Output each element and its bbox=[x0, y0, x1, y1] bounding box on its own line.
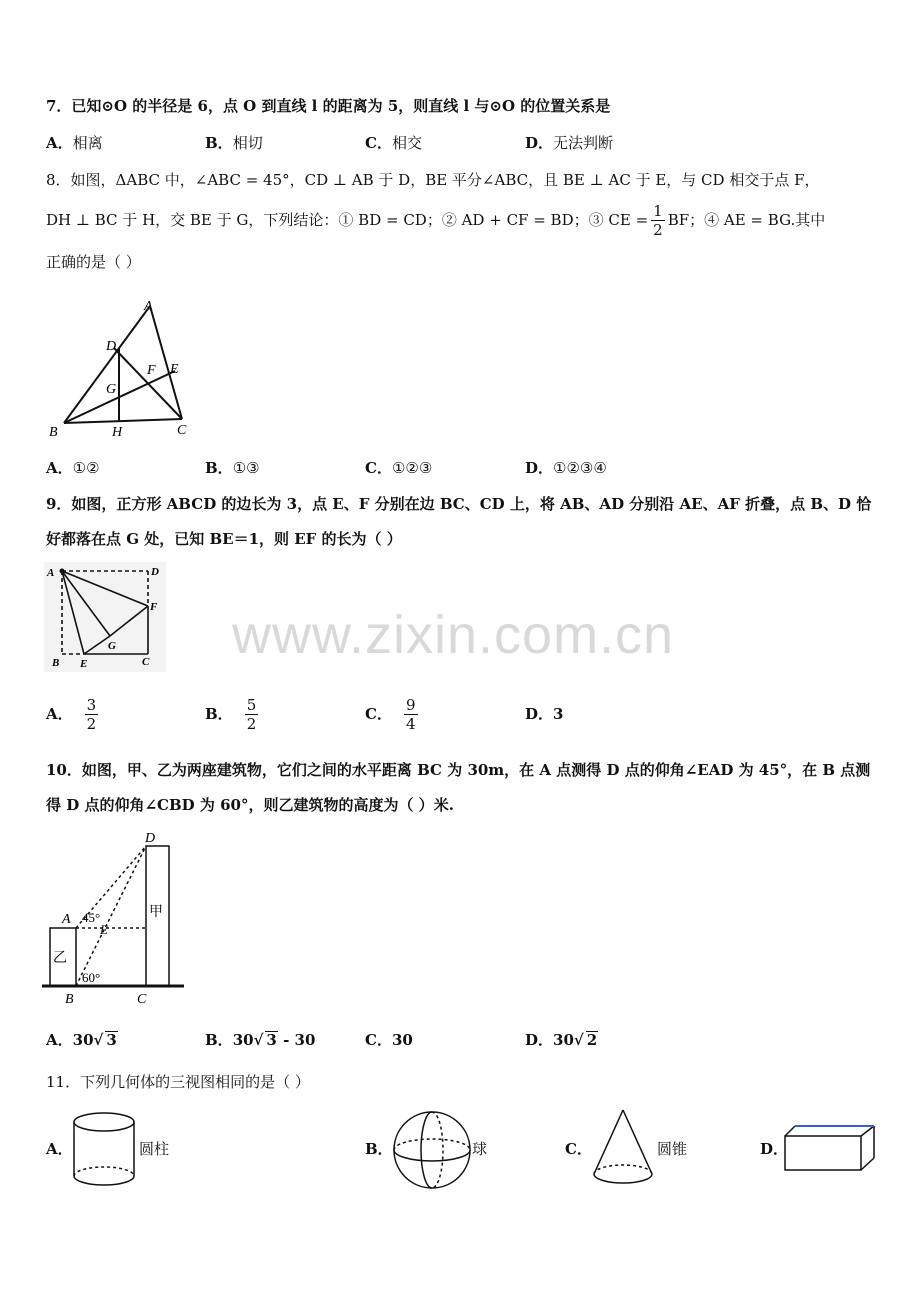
q9-label-g: G bbox=[108, 640, 116, 652]
watermark: www.zixin.com.cn bbox=[232, 605, 675, 665]
q10-option-b[interactable]: B．30√ 3 - 30 bbox=[205, 1031, 316, 1049]
q9-a-den: 2 bbox=[86, 714, 97, 733]
q8-label-h: H bbox=[112, 425, 123, 440]
question-8-line1: 8．如图，ΔABC 中，∠ABC = 45°，CD ⊥ AB 于 D，BE 平分∠ABC，且 BE ⊥ AC 于 E，与 CD 相交于点 F， bbox=[46, 171, 820, 189]
q10-label-c: C bbox=[137, 992, 147, 1006]
q7-option-a[interactable]: A．相离 bbox=[46, 134, 103, 152]
q7-option-d[interactable]: D．无法判断 bbox=[525, 134, 614, 152]
q10-label-b: B bbox=[65, 992, 74, 1006]
q8-label-f: F bbox=[147, 363, 156, 378]
q11-option-c-label: 圆锥 bbox=[657, 1140, 688, 1158]
q9-label-d: D bbox=[151, 566, 159, 578]
q8-triangle-figure bbox=[44, 296, 196, 440]
question-11-text: 11．下列几何体的三视图相同的是（ ） bbox=[46, 1073, 310, 1091]
question-9-line1: 9．如图，正方形 ABCD 的边长为 3，点 E、F 分别在边 BC、CD 上，将 AB、AD 分别沿 AE、AF 折叠，点 B、D 恰 bbox=[46, 495, 872, 513]
q10-label-a: A bbox=[62, 912, 71, 927]
q11-option-a-label: 圆柱 bbox=[139, 1140, 170, 1158]
q11-option-b-label: 球 bbox=[472, 1140, 488, 1158]
cuboid-icon bbox=[782, 1124, 878, 1174]
cylinder-icon bbox=[70, 1110, 138, 1190]
q10-angle-60: 60° bbox=[82, 970, 101, 985]
question-9-line2: 好都落在点 G 处，已知 BE＝1，则 EF 的长为（ ） bbox=[46, 530, 402, 548]
q9-c-den: 4 bbox=[405, 714, 416, 733]
sphere-icon bbox=[390, 1108, 474, 1192]
q8-frac-num: 1 bbox=[653, 201, 663, 220]
question-10-line2: 得 D 点的仰角∠CBD 为 60°，则乙建筑物的高度为（ ）米. bbox=[46, 796, 454, 814]
question-7-text: 7．已知⊙O 的半径是 6，点 O 到直线 l 的距离为 5，则直线 l 与⊙O 的位置关系是 bbox=[46, 97, 611, 115]
q9-option-c[interactable]: C． $\frac{9}{4}$ bbox=[365, 695, 416, 733]
q8-option-d[interactable]: D．①②③④ bbox=[525, 459, 607, 477]
q8-label-e: E bbox=[170, 362, 179, 377]
q9-a-num: 3 bbox=[86, 695, 97, 714]
q10-label-d: D bbox=[145, 831, 156, 846]
q8-fraction bbox=[651, 202, 665, 239]
q11-option-d-key[interactable]: D． bbox=[760, 1140, 789, 1158]
q10-label-jia: 甲 bbox=[149, 905, 163, 920]
q8-label-a: A bbox=[144, 299, 153, 314]
cone-icon bbox=[590, 1108, 656, 1190]
q8-label-g: G bbox=[106, 382, 117, 397]
q9-square-figure bbox=[44, 562, 166, 672]
question-8-line2 bbox=[46, 202, 825, 238]
q7-option-c[interactable]: C．相交 bbox=[365, 134, 422, 152]
q8-label-d: D bbox=[106, 339, 117, 354]
q7-option-b[interactable]: B．相切 bbox=[205, 134, 263, 152]
q8-line2-part-a: DH ⊥ BC 于 H，交 BE 于 G，下列结论：① BD = CD；② AD + CF = BD；③ CE = bbox=[46, 211, 649, 229]
q8-frac-den: 2 bbox=[653, 220, 663, 239]
q8-option-a[interactable]: A．①② bbox=[46, 459, 100, 477]
q8-label-b: B bbox=[49, 425, 58, 440]
q8-option-c[interactable]: C．①②③ bbox=[365, 459, 433, 477]
q9-label-f: F bbox=[150, 601, 158, 613]
q9-b-den: 2 bbox=[246, 714, 257, 733]
q10-label-e: E bbox=[100, 922, 108, 937]
q9-label-c: C bbox=[142, 656, 150, 668]
q10-option-a[interactable]: A．30√ 3 bbox=[46, 1031, 117, 1049]
q11-option-a-key[interactable]: A． bbox=[46, 1140, 73, 1158]
q9-c-num: 9 bbox=[405, 695, 416, 714]
question-8-line3: 正确的是（ ） bbox=[46, 253, 141, 271]
q10-label-yi: 乙 bbox=[53, 951, 67, 966]
q8-line2-part-b: BF；④ AE = BG.其中 bbox=[667, 211, 826, 229]
q10-option-c[interactable]: C．30 bbox=[365, 1031, 413, 1049]
q11-option-b-key[interactable]: B． bbox=[365, 1140, 393, 1158]
q9-option-b[interactable]: B． $\frac{5}{2}$ bbox=[205, 695, 257, 733]
q9-label-e: E bbox=[80, 658, 88, 670]
q9-b-num: 5 bbox=[246, 695, 257, 714]
q9-option-d[interactable]: D．3 bbox=[525, 705, 564, 723]
q9-label-b: B bbox=[52, 657, 60, 669]
q8-option-b[interactable]: B．①③ bbox=[205, 459, 260, 477]
q9-option-a[interactable]: A． $\frac{3}{2}$ bbox=[46, 695, 97, 733]
q10-angle-45: 45° bbox=[82, 910, 101, 925]
q11-option-c-key[interactable]: C． bbox=[565, 1140, 592, 1158]
question-10-line1: 10．如图，甲、乙为两座建筑物，它们之间的水平距离 BC 为 30m，在 A 点测得 D 点的仰角∠EAD 为 45°，在 B 点测 bbox=[46, 761, 871, 779]
q10-buildings-figure bbox=[42, 828, 188, 1006]
q10-option-d[interactable]: D．30√ 2 bbox=[525, 1031, 598, 1049]
q8-label-c: C bbox=[177, 423, 187, 438]
q9-label-a: A bbox=[47, 567, 55, 579]
